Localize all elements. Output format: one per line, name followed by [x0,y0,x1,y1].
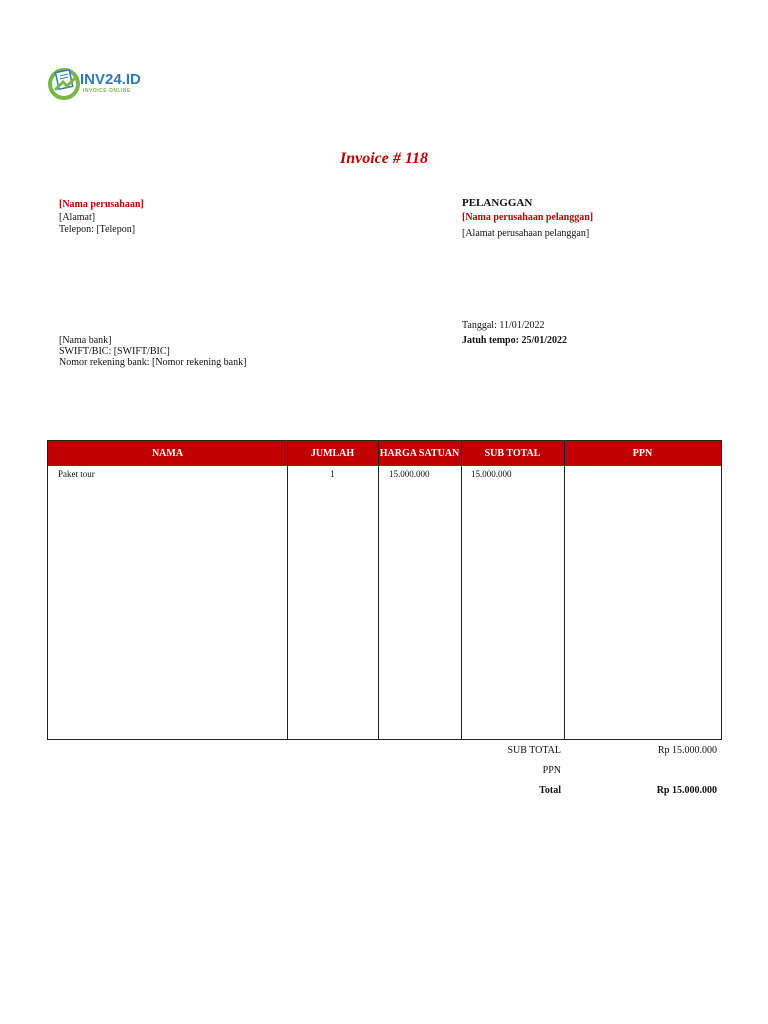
bank-account: Nomor rekening bank: [Nomor rekening bank] [59,357,247,368]
page-title [0,150,768,168]
seller-company: [Nama perusahaan] [59,199,144,210]
logo-icon [47,66,81,100]
row-unit-price: 15.000.000 [389,469,430,479]
table-header [48,441,721,466]
column-divider [564,441,565,739]
row-name: Paket tour [58,469,95,479]
due-date-value: : 25/01/2022 [515,335,568,346]
summary-subtotal-value: Rp 15.000.000 [657,745,717,756]
row-subtotal: 15.000.000 [471,469,512,479]
logo-name: INV24.ID [80,71,141,88]
summary-ppn-label: PPN [542,765,561,776]
due-date-label: Jatuh tempo [462,335,516,346]
column-divider [461,441,462,739]
logo-tagline: INVOICE ONLINE [83,88,131,94]
summary-total-value: Rp 15.000.000 [656,785,717,796]
customer-heading: PELANGGAN [462,197,533,209]
company-logo [47,66,147,102]
col-jumlah: JUMLAH [310,448,355,459]
bank-swift: SWIFT/BIC: [SWIFT/BIC] [59,346,170,357]
seller-address: [Alamat] [59,212,96,223]
invoice-label: Invoice # [340,150,401,167]
col-nama: NAMA [151,448,184,459]
col-sub-total: SUB TOTAL [484,448,541,459]
items-table [47,440,722,740]
col-ppn: PPN [632,448,653,459]
invoice-date: Tanggal: 11/01/2022 [462,320,545,331]
seller-phone: Telepon: [Telepon] [59,224,136,235]
invoice-number: 118 [404,150,428,167]
column-divider [378,441,379,739]
customer-address: [Alamat perusahaan pelanggan] [462,228,590,239]
col-harga-satuan: HARGA SATUAN [379,448,460,459]
row-qty: 1 [330,469,335,479]
due-date [462,335,567,346]
bank-name: [Nama bank] [59,335,112,346]
customer-company: [Nama perusahaan pelanggan] [462,212,594,223]
summary-total-label: Total [539,785,561,796]
column-divider [287,441,288,739]
summary-subtotal-label: SUB TOTAL [507,745,561,756]
